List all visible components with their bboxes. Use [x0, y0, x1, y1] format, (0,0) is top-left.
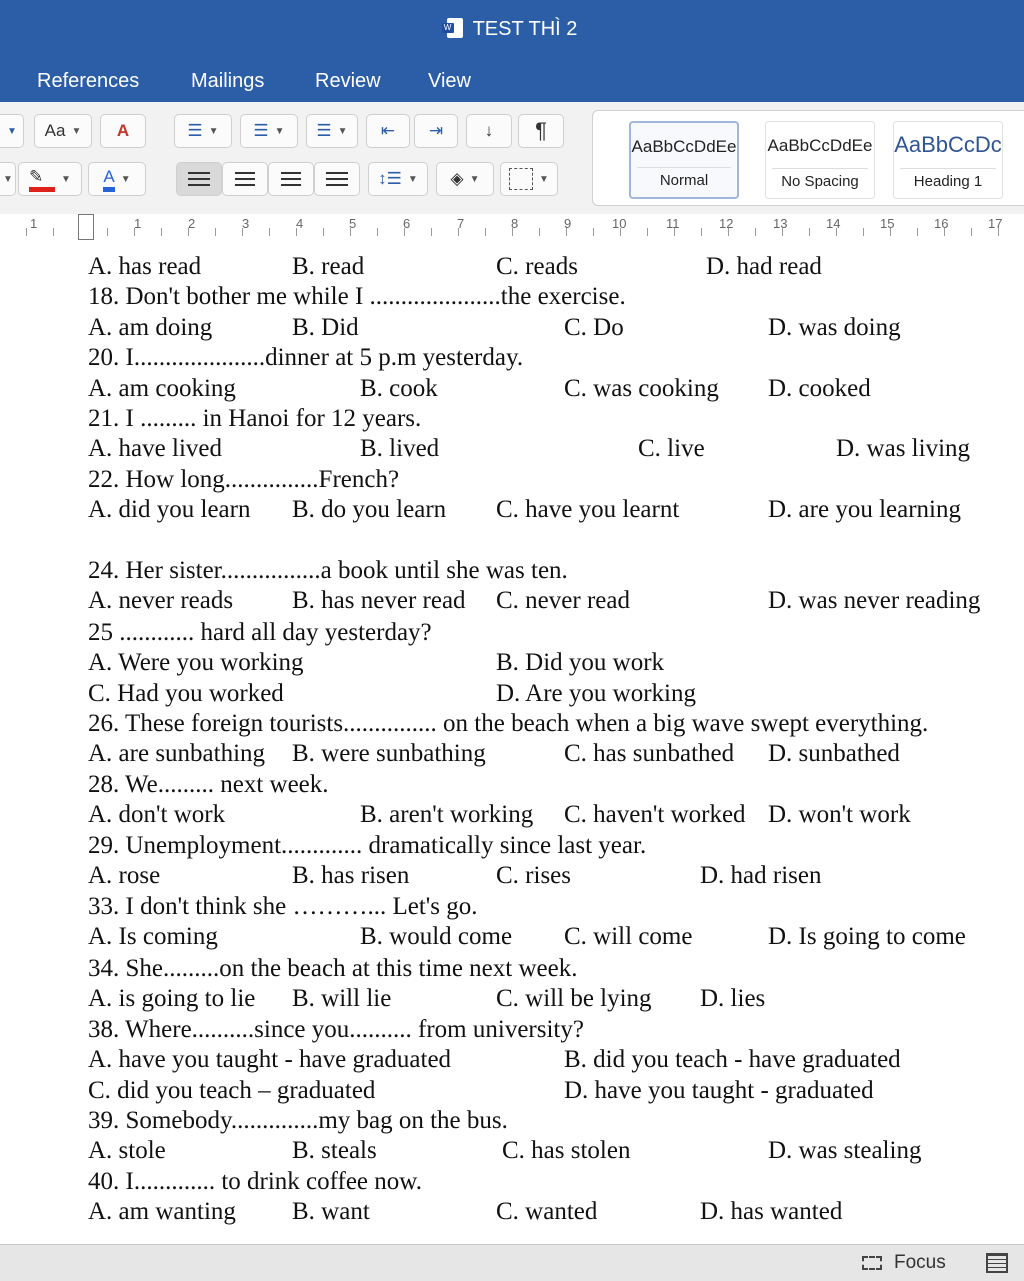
option-a: A. are sunbathing [88, 740, 266, 767]
option-c: C. wanted [496, 1198, 598, 1225]
option-b: B. want [292, 1198, 370, 1225]
question-18: 18. Don't bother me while I .....................the exercise. [88, 283, 626, 310]
option-b: B. Did [292, 314, 359, 341]
multilevel-list-icon[interactable]: ☰ ▼ [306, 114, 358, 148]
option-b: B. do you learn [292, 496, 447, 523]
option-b: B. did you teach - have graduated [564, 1046, 901, 1073]
question-20: 20. I.....................dinner at 5 p.m yesterday. [88, 344, 524, 371]
show-formatting-marks-icon[interactable]: ¶ [518, 114, 564, 148]
option-a: A. Were you working [88, 649, 304, 676]
tab-view[interactable]: View [428, 70, 471, 92]
option-c: C. Had you worked [88, 680, 284, 707]
question-25: 25 ............ hard all day yesterday? [88, 619, 432, 646]
option-c: C. haven't worked [564, 801, 746, 828]
question-26: 26. These foreign tourists............... on the beach when a big wave swept everything. [88, 710, 929, 737]
option-b: B. were sunbathing [292, 740, 486, 767]
option-c: C. Do [564, 314, 624, 341]
option-b: B. has never read [292, 587, 466, 614]
question-40: 40. I............. to drink coffee now. [88, 1168, 422, 1195]
option-c: C. will come [564, 923, 693, 950]
justify-icon[interactable] [314, 162, 360, 196]
option-c: C. have you learnt [496, 496, 680, 523]
question-39: 39. Somebody..............my bag on the bus. [88, 1107, 508, 1134]
option-d: D. have you taught - graduated [564, 1077, 874, 1104]
styles-gallery [592, 110, 1024, 206]
option-a: A. rose [88, 862, 161, 889]
decrease-indent-icon[interactable]: ⇤ [366, 114, 410, 148]
font-color-icon[interactable]: A ▼ [88, 162, 146, 196]
option-a: A. am doing [88, 314, 213, 341]
option-d: D. are you learning [768, 496, 961, 523]
option-b: B. aren't working [360, 801, 534, 828]
option-c: C. will be lying [496, 985, 652, 1012]
option-a: A. have lived [88, 435, 222, 462]
shading-icon[interactable]: ◈ ▼ [436, 162, 494, 196]
option-d: D. has wanted [700, 1198, 843, 1225]
ribbon-toolbar [0, 102, 1024, 215]
style-no-spacing[interactable]: AaBbCcDdEe No Spacing [765, 121, 875, 199]
title-bar [0, 0, 1024, 102]
style-normal[interactable]: AaBbCcDdEe Normal [629, 121, 739, 199]
line-spacing-icon[interactable]: ↕☰ ▼ [368, 162, 428, 196]
option-a: A. have you taught - have graduated [88, 1046, 452, 1073]
option-d: D. was never reading [768, 587, 981, 614]
sort-icon[interactable]: ↓ [466, 114, 512, 148]
align-center-icon[interactable] [222, 162, 268, 196]
focus-button[interactable]: Focus [862, 1252, 946, 1274]
option-c: C. live [638, 435, 705, 462]
option-a: A. am cooking [88, 375, 236, 402]
option-c: C. has stolen [502, 1137, 631, 1164]
question-34: 34. She.........on the beach at this time next week. [88, 955, 578, 982]
horizontal-ruler[interactable]: 1 1 2 3 4 5 6 7 8 9 10 11 12 13 14 15 16 17 [0, 214, 1024, 247]
option-c: C. reads [496, 253, 578, 280]
focus-icon [862, 1256, 882, 1270]
tab-references[interactable]: References [37, 70, 140, 92]
question-24: 24. Her sister................a book until she was ten. [88, 557, 568, 584]
option-b: B. has risen [292, 862, 410, 889]
option-a: A. don't work [88, 801, 226, 828]
option-d: D. cooked [768, 375, 871, 402]
bullets-icon[interactable]: ☰ ▼ [174, 114, 232, 148]
align-right-icon[interactable] [268, 162, 314, 196]
option-a: A. Is coming [88, 923, 218, 950]
option-a: A. is going to lie [88, 985, 256, 1012]
clear-formatting-icon[interactable]: A [100, 114, 146, 148]
question-29: 29. Unemployment............. dramatically since last year. [88, 832, 647, 859]
option-c: C. rises [496, 862, 571, 889]
window-title: WTEST THÌ 2 [0, 18, 1024, 41]
option-d: D. lies [700, 985, 766, 1012]
option-b: B. read [292, 253, 365, 280]
option-d: D. sunbathed [768, 740, 900, 767]
change-case-button[interactable]: Aa ▼ [34, 114, 92, 148]
option-b: B. lived [360, 435, 440, 462]
style-heading-1[interactable]: AaBbCcDc Heading 1 [893, 121, 1003, 199]
word-document-icon [447, 18, 463, 38]
question-21: 21. I ......... in Hanoi for 12 years. [88, 405, 422, 432]
option-a: A. stole [88, 1137, 166, 1164]
question-38: 38. Where..........since you.......... from university? [88, 1016, 584, 1043]
indent-marker[interactable] [78, 214, 94, 240]
option-d: D. had read [706, 253, 822, 280]
option-b: B. Did you work [496, 649, 665, 676]
question-22: 22. How long...............French? [88, 466, 400, 493]
option-b: B. would come [360, 923, 513, 950]
option-d: D. was living [836, 435, 971, 462]
option-c: C. was cooking [564, 375, 719, 402]
tab-review[interactable]: Review [315, 70, 381, 92]
question-28: 28. We......... next week. [88, 771, 329, 798]
dropdown-arrow[interactable]: ▼ [0, 162, 16, 196]
option-d: D. had risen [700, 862, 822, 889]
option-a: A. never reads [88, 587, 234, 614]
option-d: D. Are you working [496, 680, 696, 707]
option-b: B. cook [360, 375, 438, 402]
borders-icon[interactable]: ▼ [500, 162, 558, 196]
option-d: D. Is going to come [768, 923, 966, 950]
align-left-icon[interactable] [176, 162, 222, 196]
option-b: B. steals [292, 1137, 377, 1164]
option-b: B. will lie [292, 985, 392, 1012]
font-size-dropdown[interactable]: ▼ [0, 114, 24, 148]
option-a: A. did you learn [88, 496, 251, 523]
print-layout-icon[interactable] [986, 1253, 1008, 1273]
increase-indent-icon[interactable]: ⇥ [414, 114, 458, 148]
option-c: C. never read [496, 587, 630, 614]
option-d: D. won't work [768, 801, 911, 828]
option-a: A. am wanting [88, 1198, 236, 1225]
tab-mailings[interactable]: Mailings [191, 70, 265, 92]
option-c: C. did you teach – graduated [88, 1077, 376, 1104]
numbering-icon[interactable]: ☰ ▼ [240, 114, 298, 148]
highlight-color-icon[interactable]: ✎ ▼ [18, 162, 82, 196]
option-a: A. has read [88, 253, 202, 280]
option-d: D. was doing [768, 314, 901, 341]
question-33: 33. I don't think she ………... Let's go. [88, 893, 478, 920]
document-page[interactable] [0, 246, 1024, 1244]
option-c: C. has sunbathed [564, 740, 735, 767]
status-bar [0, 1244, 1024, 1281]
option-d: D. was stealing [768, 1137, 922, 1164]
